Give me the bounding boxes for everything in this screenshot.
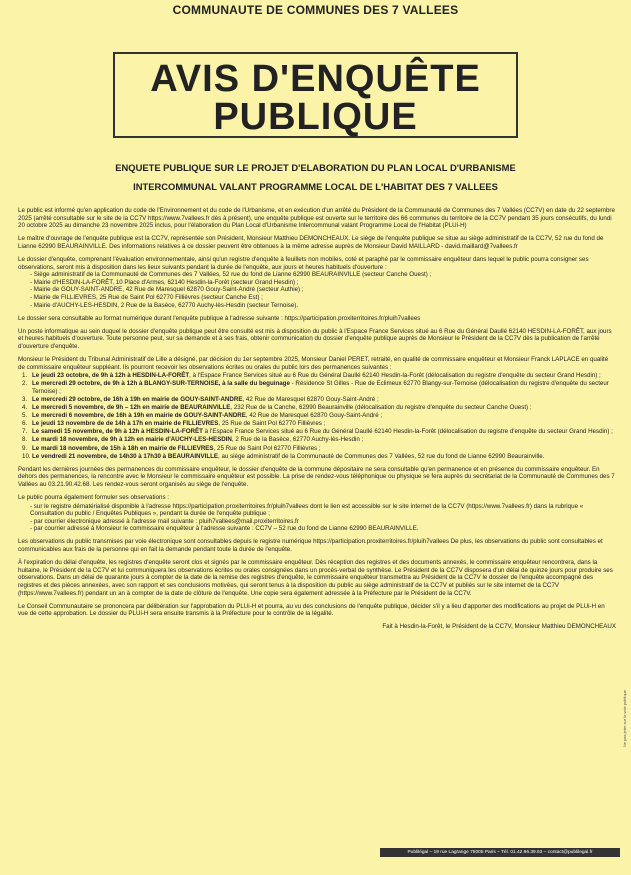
permanence-item: 2. Le mercredi 29 octobre, de 9h à 12h à BLANGY-SUR-TERNOISE, à la salle du beguinage - Résidence St Gilles - Rue de Eclimeux 62770 Blangy-sur-Ternoise (délocalisation du registre d'enquête du secteur Ternoise) ;	[22, 380, 609, 395]
location-item: - Siège administratif de la Communauté de Communes des 7 Vallées, 52 rue du fond de Lianne 62990 BEAURAINVILLE (secteur Canche Ouest) ;	[30, 271, 616, 279]
permanence-item: 1. Le jeudi 23 octobre, de 9h à 12h à HESDIN-LA-FORÊT, à l'Espace France Services situé au 6 Rue du Général Daullé 62140 Hesdin-la-Forêt (délocalisation du registre d'enquête du secteur Grand Hesdin) ;	[22, 372, 601, 380]
location-item: - Mairie d'AUCHY-LES-HESDIN, 2 Rue de la Basèce, 62770 Auchy-lès-Hesdin (secteur Ternoise).	[30, 302, 616, 310]
formuler-item: - par courrier adressé à Monsieur le commissaire enquêteur à l'adresse suivante : CC7V – 52 rue du fond de Lianne 62990 BEAURAINVILLE.	[30, 525, 616, 533]
formuler-paragraph: Le public pourra également formuler ses observations :	[18, 494, 169, 501]
formuler-item: - par courrier électronique adressé à l'adresse mail suivante : pluih7vallees@mail.proxiterritoires.fr	[30, 518, 616, 526]
notice-body	[18, 207, 616, 631]
pendant-paragraph: Pendant les dernières journées des permanences du commissaire enquêteur, le dossier d'enquête de la commune dépositaire ne sera consultable qu'en permanence et en présence du commissaire enquêteur. En dehors des permanences, la rencontre avec le Monsieur le commissaire enquêteur est possible. La prise de rendez-vous téléphonique ou physique se fera auprès du secrétariat de la Communauté de Communes des 7 Vallées au 03.21.90.42.68. Les rendez-vous seront organisés au siège de l'enquête.	[18, 465, 615, 488]
publisher-footer: Publilégal – 19 rue Lagrange 75005 Paris – Tél. 01.42.96.39.63 – contact@publilegal.fr	[380, 848, 620, 857]
permanence-item: 6. Le jeudi 13 novembre de de 14h à 17h en mairie de FILLIEVRES, 25 Rue de Saint Pol 62770 Fillièvres ;	[22, 420, 326, 428]
observations-paragraph: Les observations du public transmises par voie électronique sont consultables depuis le registre numérique https://participation.proxiterritoires.fr/pluih7vallees De plus, les observations du public sont consultables et communicables aux frais de la personne qui en fait la demande pendant toute la durée de l'enquête.	[18, 538, 603, 554]
commissaire-paragraph: Monsieur le Président du Tribunal Administratif de Lille a désigné, par décision du 1er septembre 2025, Monsieur Daniel PERET, retraité, en qualité de commissaire enquêteur et Monsieur Franck LAPLACE en qualité de commissaire enquêteur suppléant. Ils pourront recevoir les observations écrites ou orales du public lors des permanences suivantes :	[18, 356, 609, 371]
permanence-item: 3. Le mercredi 29 octobre, de 16h à 19h en mairie de GOUY-SAINT-ANDRE, 42 Rue de Maresquel 62870 Gouy-Saint-André ;	[22, 395, 379, 403]
side-note: Ne pas jeter sur la voie publique	[622, 690, 627, 748]
locations-list	[18, 271, 616, 309]
intro-paragraph-3: Le dossier d'enquête, comprenant l'évaluation environnementale, ainsi qu'un registre d'enquête à feuillets non mobiles, coté et paraphé par le commissaire enquêteur dans lequel le public pourra consigner ses observations, seront mis à disposition dans les lieux suivants pendant la durée de l'enquête, aux jours et heures habituels d'ouverture :	[18, 255, 589, 271]
permanence-item: 5. Le mercredi 6 novembre, de 16h à 19h en mairie de GOUY-SAINT-ANDRE, 42 Rue de Maresquel 62870 Gouy-Saint-André ;	[22, 412, 383, 420]
location-item: - Mairie de GOUY-SAINT-ANDRE, 42 Rue de Maresquel 62870 Gouy-Saint-André (secteur Authie) ;	[30, 286, 616, 294]
intro-paragraph-1: Le public est informé qu'en application du code de l'Environnement et du code de l'Urbanisme, et en exécution d'un arrêté du Président de la Communauté de Communes des 7 Vallées (CC7V) en date du 22 septembre 2025 (arrêté consultable sur le site de la CC7V https://www.7vallees.fr dès à présent), une enquête publique est ouverte sur le territoire des 66 communes du territoire de la CC7V pendant 35 jours consécutifs, du lundi 20 octobre 2025 au dimanche 23 novembre 2025 inclus, pour l'élaboration du Plan Local d'Urbanisme Intercommunal valant Programme Local de l'Habitat (PLUi-H)	[18, 207, 615, 230]
permanence-item: 9. Le mardi 18 novembre, de 15h à 18h en mairie de FILLIEVRES, 25 Rue de Saint Pol 62770 Fillièvres ;	[22, 444, 321, 452]
title-line-1: AVIS D'ENQUÊTE	[150, 58, 481, 100]
permanences-list	[18, 372, 616, 460]
permanence-item: 4. Le mercredi 5 novembre, de 9h – 12h en mairie de BEAURAINVILLE, 232 Rue de la Canche, 62990 Beaurainville (délocalisation du registre d'enquête du secteur Canche Ouest) ;	[22, 404, 532, 412]
permanence-item: 8. Le mardi 18 novembre, de 9h à 12h en mairie d'AUCHY-LES-HESDIN, 2 Rue de la Basèce, 62770 Auchy-lès-Hesdin ;	[22, 436, 364, 444]
title-line-2: PUBLIQUE	[213, 96, 418, 138]
intro-paragraph-2: Le maître d'ouvrage de l'enquête publique est la CC7V, représentée son Président, Monsieur Matthieu DEMONCHEAUX. Le siège de l'enquête publique se situe au siège administratif de la CC7V, 52 rue du fond de Lianne 62990 BEAURAINVILLE. Des informations relatives à ce dossier peuvent être obtenues à la même adresse auprès de Monsieur David MAILLARD - david.maillard@7vallees.fr	[18, 235, 604, 250]
formuler-list	[18, 503, 616, 533]
poste-paragraph: Un poste informatique au sein duquel le dossier d'enquête publique peut être consulté est mis à disposition du public à l'Espace France Services situé au 6 Rue du Général Daullé 62140 HESDIN-LA-FORÊT, aux jours et heures habituels d'ouverture. Toute personne peut, sur sa demande et à ses frais, obtenir communication du dossier d'enquête publique auprès de Monsieur le Président de la CC7V dès la publication de l'arrêté d'ouverture d'enquête.	[18, 327, 612, 350]
conseil-paragraph: Le Conseil Communautaire se prononcera par délibération sur l'approbation du PLUi-H et pourra, au vu des conclusions de l'enquête publique, décider s'il y a lieu d'apporter des modifications au projet de PLUi-H en vue de cette approbation. Le dossier du PLUi-H sera ensuite transmis à la Préfecture pour le contrôle de la légalité.	[18, 602, 605, 618]
organization-header: COMMUNAUTE DE COMMUNES DES 7 VALLEES	[172, 3, 459, 17]
subtitle-line-2: INTERCOMMUNAL VALANT PROGRAMME LOCAL DE L'HABITAT DES 7 VALLEES	[133, 181, 498, 192]
location-item: - Mairie de FILLIEVRES, 25 Rue de Saint Pol 62770 Fillièvres (secteur Canche Est) ;	[30, 294, 616, 302]
signature-line: Fait à Hesdin-la-Forêt, le Président de la CC7V, Monsieur Matthieu DEMONCHEAUX	[382, 623, 616, 631]
formuler-item: - sur le registre dématérialisé disponible à l'adresse https://participation.proxiterritoires.fr/pluih7vallees dont le lien est accessible sur le site internet de la CC7V (https://www.7vallees.fr) dans la rubrique « Consultation du public / Enquêtes Publiques », pendant la durée de l'enquête publique ;	[30, 503, 616, 518]
permanence-item: 7. Le samedi 15 novembre, de 9h à 12h à HESDIN-LA-FORÊT à l'Espace France Services situé au 6 Rue du Général Daullé 62140 Hesdin-la-Forêt (délocalisation du registre d'enquête du secteur Grand Hesdin) ;	[22, 428, 613, 436]
permanence-item: 10. Le vendredi 21 novembre, de 14h30 à 17h30 à BEAURAINVILLE, au siège administratif de la Communauté de Communes des 7 Vallées, 52 rue du fond de Lianne 62990 Beaurainville.	[22, 452, 545, 460]
title-box	[113, 52, 518, 138]
subtitle-line-1: ENQUETE PUBLIQUE SUR LE PROJET D'ELABORATION DU PLAN LOCAL D'URBANISME	[115, 162, 516, 173]
expiration-paragraph: À l'expiration du délai d'enquête, les registres d'enquête seront clos et signés par le commissaire enquêteur. Dès réception des registres et des documents annexés, le commissaire enquêteur rencontrera, dans la huitaine, le Président de la CC7V et lui communiquera les observations écrites ou orales consignées dans un procès-verbal de synthèse. Le Président de la CC7V disposera d'un délai de quinze jours pour produire ses observations. Dans un délai de quarante jours à compter de la date de la remise des registres d'enquête, le commissaire enquêteur transmettra au Président de la CC7V le dossier de l'enquête accompagné des registres et des pièces annexées, avec son rapport et ses conclusions motivées, qui seront tenus à la disposition du public au siège administratif de la CC7V et publiés sur le site internet de la CC7V (https://www.7vallees.fr) pendant un an à compter de la date de clôture de l'enquête. Une copie sera également adressée à la Préfecture par le Président de la CC7V.	[18, 559, 613, 597]
location-item: - Mairie d'HESDIN-LA-FORÊT, 10 Place d'Armes, 62140 Hesdin-la-Forêt (secteur Grand Hesdin) ;	[30, 279, 616, 287]
digital-paragraph: Le dossier sera consultable au format numérique durant l'enquête publique à l'adresse suivante : https://participation.proxiterritoires.fr/pluih7vallees	[18, 314, 421, 322]
